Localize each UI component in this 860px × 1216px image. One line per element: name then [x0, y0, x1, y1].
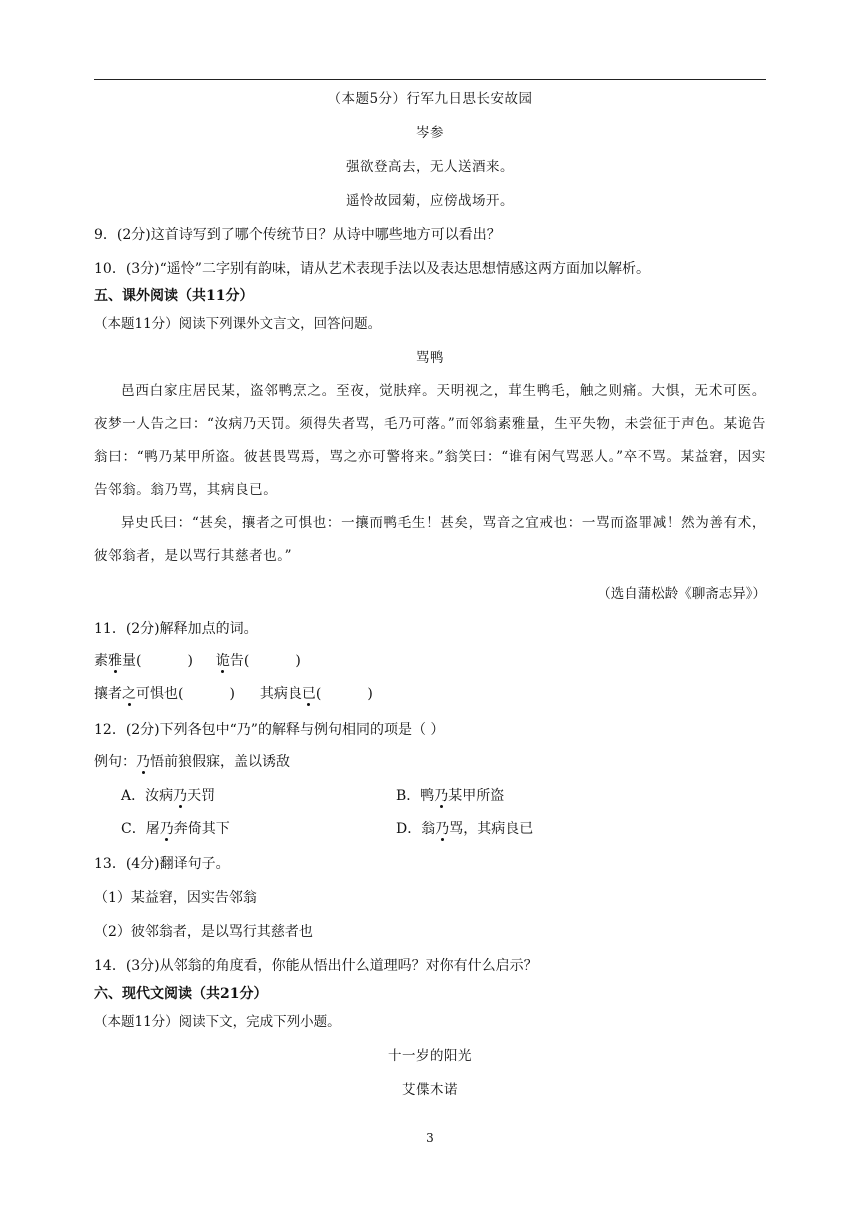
section-6-intro: （本题11分）阅读下文，完成下列小题。 [94, 1014, 341, 1030]
question-13-sentence-1: （1）某益窘，因实告邻翁 [94, 890, 257, 906]
option-d-post: 骂，其病良已 [449, 821, 534, 837]
option-a-pre: A．汝病 [121, 788, 174, 804]
example-dot-word: 乃 [136, 754, 150, 770]
option-c[interactable] [121, 819, 230, 839]
question-11-stem: 11．(2分)解释加点的词。 [94, 621, 258, 637]
section-6-heading: 六、现代文阅读（共21分） [94, 986, 268, 1002]
question-13-sentence-2: （2）彼邻翁者，是以骂行其慈者也 [94, 924, 313, 940]
poem-line-1: 强欲登高去，无人送酒来。 [346, 159, 514, 175]
item-d-close: ) [367, 686, 373, 702]
article-title: 十一岁的阳光 [388, 1048, 472, 1064]
option-b[interactable] [396, 786, 504, 806]
passage-source: （选自蒲松龄《聊斋志异》） [597, 586, 766, 602]
option-c-dot-word: 乃 [159, 821, 174, 837]
question-12-stem: 12．(2分)下列各包中“乃”的解释与例句相同的项是（ ） [94, 722, 445, 738]
option-a-post: 天罚 [187, 788, 216, 804]
item-d-pre: 其病良 [259, 686, 302, 702]
section-5-heading: 五、课外阅读（共11分） [94, 288, 254, 304]
passage-paragraph-1: 邑西白家庄居民某，盗邻鸭烹之。至夜，觉肤痒。天明视之，茸生鸭毛，触之则痛。大惧，无术可医。夜梦一人告之曰：“汝病乃天罚。须得失者骂，毛乃可落。”而邻翁素雅量，生平失物，未尝征于声色。某诡告翁曰：“鸭乃某甲所盗。彼甚畏骂焉，骂之亦可警将来。”翁笑曰：“谁有闲气骂恶人。”卒不骂。某益窘，因实告邻翁。翁乃骂，其病良已。 [94, 383, 766, 498]
item-a-pre: 素 [94, 653, 108, 669]
item-a-post: 量( [122, 653, 142, 669]
question-10: 10．(3分)“遥怜”二字别有韵味，请从艺术表现手法以及表达思想情感这两方面加以解析。 [94, 261, 650, 277]
article-author: 艾偞木诺 [402, 1082, 458, 1098]
passage-title: 骂鸭 [416, 350, 444, 366]
option-d-pre: D．翁 [396, 821, 436, 837]
section-5-intro: （本题11分）阅读下列课外文言文，回答问题。 [94, 316, 382, 332]
item-d-dot-word: 已 [301, 686, 316, 702]
example-label: 例句： [94, 754, 136, 770]
option-b-pre: B．鸭 [396, 788, 435, 804]
item-a-dot-word: 雅 [108, 653, 122, 669]
option-a[interactable] [121, 786, 215, 806]
item-c-post: 可惧也( [136, 686, 184, 702]
item-c-dot-word: 之 [122, 686, 136, 702]
item-b-dot-word: 诡 [215, 653, 230, 669]
page-number: 3 [426, 1131, 434, 1145]
item-a-close: ) [187, 653, 193, 669]
item-c-close: ) [229, 686, 235, 702]
poem-author: 岑参 [416, 125, 444, 141]
option-c-pre: C．屠 [121, 821, 160, 837]
option-a-dot-word: 乃 [173, 788, 188, 804]
question-13-stem: 13．(4分)翻译句子。 [94, 856, 230, 872]
question-12-example [94, 752, 290, 772]
header-rule [94, 79, 766, 80]
option-b-post: 某甲所盗 [448, 788, 505, 804]
item-d-post: ( [315, 686, 322, 702]
question-11-row-2 [94, 684, 373, 704]
item-c-pre: 攘者 [94, 686, 122, 702]
item-b-post: 告( [229, 653, 250, 669]
option-c-post: 奔倚其下 [173, 821, 230, 837]
poem-line-2: 遥怜故园菊，应傍战场开。 [346, 193, 514, 209]
example-rest: 悟前狼假寐，盖以诱敌 [150, 754, 290, 770]
question-11-row-1 [94, 651, 301, 671]
poem-header: （本题5分）行军九日思长安故园 [327, 91, 533, 107]
item-b-close: ) [295, 653, 301, 669]
option-d-dot-word: 乃 [435, 821, 450, 837]
option-b-dot-word: 乃 [434, 788, 449, 804]
option-d[interactable] [396, 819, 533, 839]
question-9: 9．(2分)这首诗写到了哪个传统节日？从诗中哪些地方可以看出？ [94, 227, 501, 243]
question-14: 14．(3分)从邻翁的角度看，你能从悟出什么道理吗？对你有什么启示？ [94, 958, 538, 974]
passage-paragraph-2: 异史氏曰：“甚矣，攘者之可惧也：一攘而鸭毛生！甚矣，骂音之宜戒也：一骂而盗罪减！然为善有术，彼邻翁者，是以骂行其慈者也。” [94, 515, 766, 564]
